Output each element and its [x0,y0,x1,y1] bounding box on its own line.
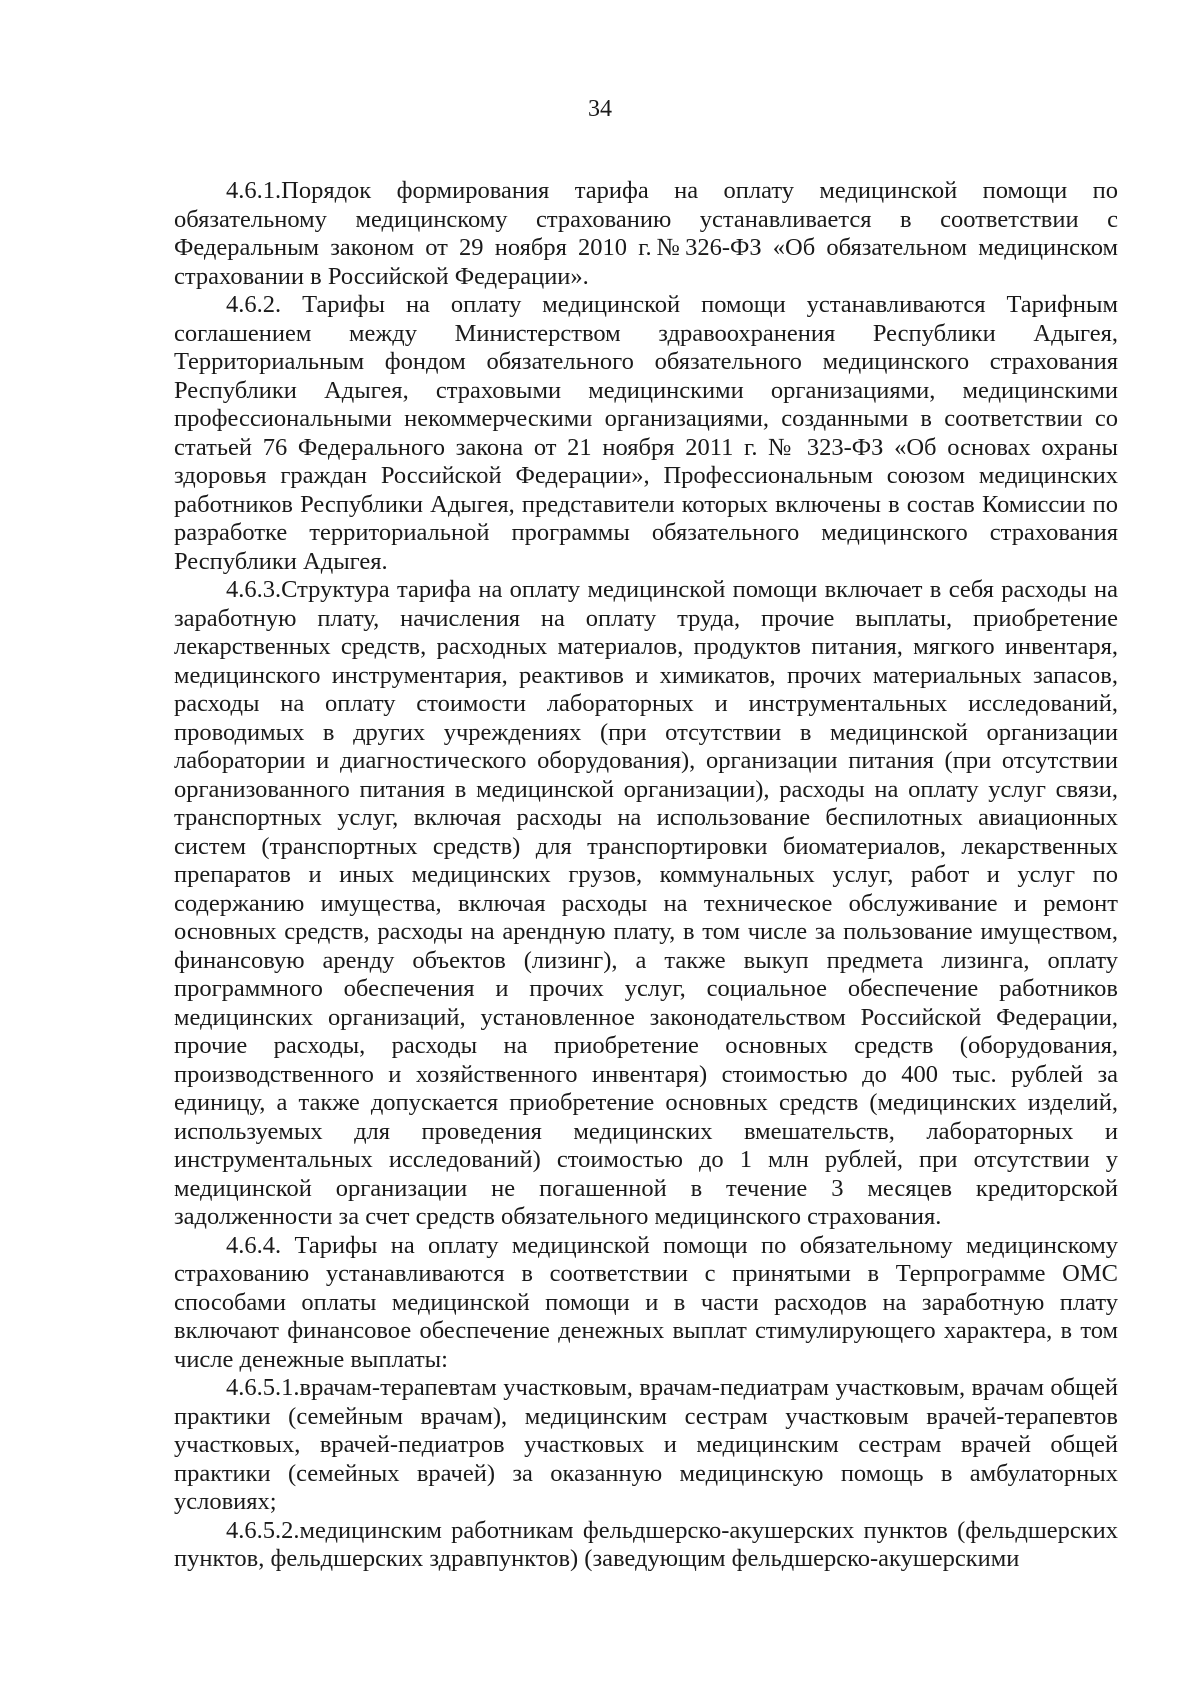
page-number: 34 [588,96,612,122]
paragraph-4-6-3: 4.6.3.Структура тарифа на оплату медицинской помощи включает в себя расходы на заработную плату, начисления на оплату труда, прочие выплаты, приобретение лекарственных средств, расходных материалов, продуктов питания, мягкого инвентаря, медицинского инструментария, реактивов и химикатов, прочих материальных запасов, расходы на оплату стоимости лабораторных и инструментальных исследований, проводимых в других учреждениях (при отсутствии в медицинской организации лаборатории и диагностического оборудования), организации питания (при отсутствии организованного питания в медицинской организации), расходы на оплату услуг связи, транспортных услуг, включая расходы на использование беспилотных авиационных систем (транспортных средств) для транспортировки биоматериалов, лекарственных препаратов и иных медицинских грузов, коммунальных услуг, работ и услуг по содержанию имущества, включая расходы на техническое обслуживание и ремонт основных средств, расходы на арендную плату, в том числе за пользование имуществом, финансовую аренду объектов (лизинг), а также выкуп предмета лизинга, оплату программного обеспечения и прочих услуг, социальное обеспечение работников медицинских организаций, установленное законодательством Российской Федерации, прочие расходы, расходы на приобретение основных средств (оборудования, производственного и хозяйственного инвентаря) стоимостью до 400 тыс. рублей за единицу, а также допускается приобретение основных средств (медицинских изделий, используемых для проведения медицинских вмешательств, лабораторных и инструментальных исследований) стоимостью до 1 млн рублей, при отсутствии у медицинской организации не погашенной в течение 3 месяцев кредиторской задолженности за счет средств обязательного медицинского страхования. [174,576,1118,1230]
paragraph-4-6-4: 4.6.4. Тарифы на оплату медицинской помощи по обязательному медицинскому страхованию устанавливаются в соответствии с принятыми в Терпрограмме ОМС способами оплаты медицинской помощи и в части расходов на заработную плату включают финансовое обеспечение денежных выплат стимулирующего характера, в том числе денежные выплаты: [174,1231,1118,1373]
paragraph-4-6-2: 4.6.2. Тарифы на оплату медицинской помощи устанавливаются Тарифным соглашением между Министерством здравоохранения Республики Адыгея, Территориальным фондом обязательного обязательного медицинского страхования Республики Адыгея, страховыми медицинскими организациями, медицинскими профессиональными некоммерческими организациями, созданными в соответствии со статьей 76 Федерального закона от 21 ноября 2011 г. № 323-ФЗ «Об основах охраны здоровья граждан Российской Федерации», Профессиональным союзом медицинских работников Республики Адыгея, представители которых включены в состав Комиссии по разработке территориальной программы обязательного медицинского страхования Республики Адыгея. [174,291,1118,575]
paragraph-4-6-5-1: 4.6.5.1.врачам-терапевтам участковым, врачам-педиатрам участковым, врачам общей практики (семейным врачам), медицинским сестрам участковым врачей-терапевтов участковых, врачей-педиатров участковых и медицинским сестрам врачей общей практики (семейных врачей) за оказанную медицинскую помощь в амбулаторных условиях; [174,1374,1118,1515]
paragraph-4-6-1: 4.6.1.Порядок формирования тарифа на оплату медицинской помощи по обязательному медицинскому страхованию устанавливается в соответствии с Федеральным законом от 29 ноября 2010 г.№326-ФЗ «Об обязательном медицинском страховании в Российской Федерации». [174,177,1118,290]
paragraph-4-6-5-2: 4.6.5.2.медицинским работникам фельдшерско-акушерских пунктов (фельдшерских пунктов, фельдшерских здравпунктов) (заведующим фельдшерско-акушерскими [174,1516,1118,1572]
document-body [174,177,1118,1574]
